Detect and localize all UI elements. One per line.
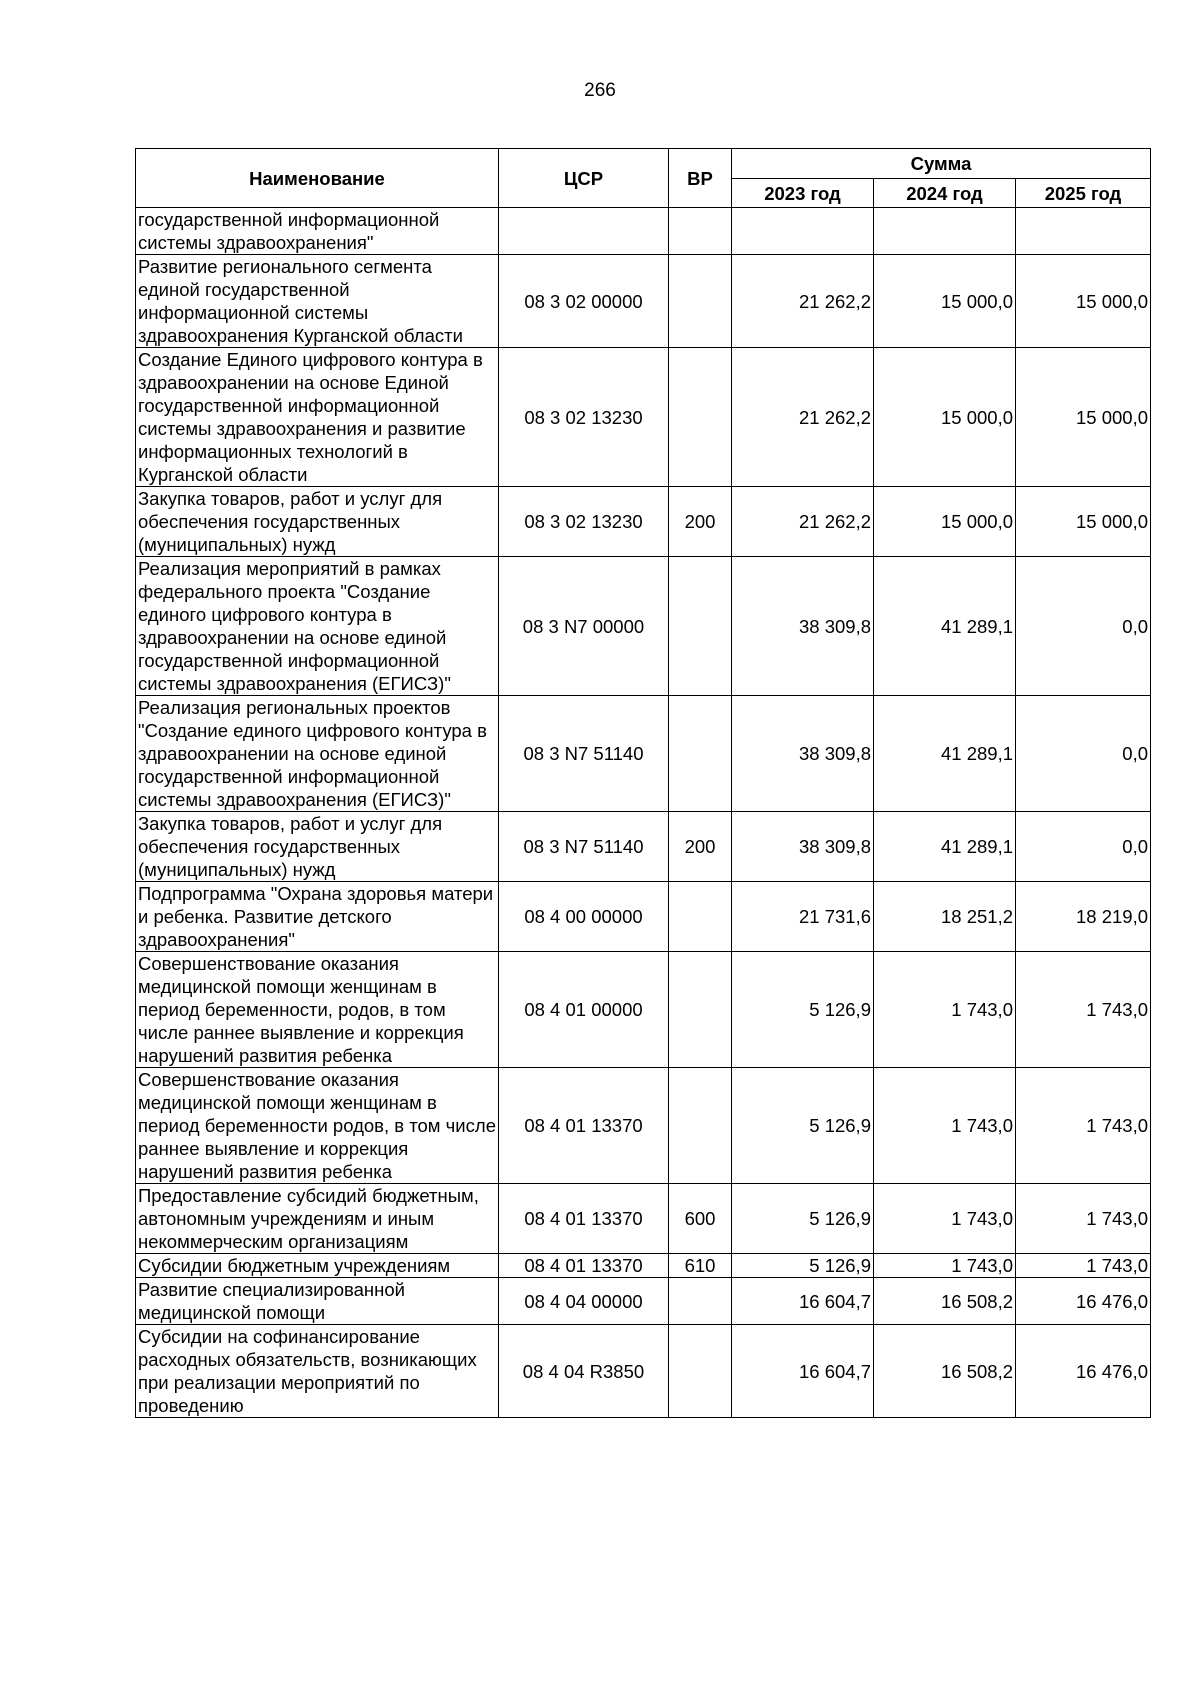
row-vr <box>669 882 732 952</box>
table-row <box>136 487 1151 557</box>
row-csr: 08 3 02 13230 <box>499 487 669 557</box>
table-row <box>136 1325 1151 1418</box>
row-name: государственной информационной системы здравоохранения" <box>136 208 499 255</box>
row-sum-2025: 1 743,0 <box>1016 952 1151 1068</box>
row-csr: 08 4 01 13370 <box>499 1068 669 1184</box>
row-sum-2023: 38 309,8 <box>732 812 874 882</box>
table-row <box>136 208 1151 255</box>
row-csr: 08 4 01 13370 <box>499 1184 669 1254</box>
row-sum-2025: 1 743,0 <box>1016 1254 1151 1278</box>
table-row <box>136 812 1151 882</box>
header-year-2024: 2024 год <box>874 179 1016 208</box>
header-year-2023: 2023 год <box>732 179 874 208</box>
table-row <box>136 348 1151 487</box>
row-vr <box>669 1278 732 1325</box>
row-name: Совершенствование оказания медицинской помощи женщинам в период беременности, родов, в том числе раннее выявление и коррекция нарушений развития ребенка <box>136 952 499 1068</box>
row-name: Закупка товаров, работ и услуг для обеспечения государственных (муниципальных) нужд <box>136 487 499 557</box>
row-vr: 610 <box>669 1254 732 1278</box>
row-name: Подпрограмма "Охрана здоровья матери и ребенка. Развитие детского здравоохранения" <box>136 882 499 952</box>
budget-table <box>135 148 1151 1418</box>
row-sum-2025: 1 743,0 <box>1016 1184 1151 1254</box>
row-sum-2023: 21 262,2 <box>732 255 874 348</box>
row-name: Развитие регионального сегмента единой государственной информационной системы здравоохранения Курганской области <box>136 255 499 348</box>
row-sum-2023: 5 126,9 <box>732 1068 874 1184</box>
row-vr <box>669 255 732 348</box>
row-name: Совершенствование оказания медицинской помощи женщинам в период беременности родов, в том числе раннее выявление и коррекция нарушений развития ребенка <box>136 1068 499 1184</box>
row-sum-2024: 15 000,0 <box>874 487 1016 557</box>
row-sum-2023: 16 604,7 <box>732 1278 874 1325</box>
row-csr: 08 4 01 13370 <box>499 1254 669 1278</box>
table-row <box>136 1184 1151 1254</box>
row-sum-2025 <box>1016 208 1151 255</box>
row-sum-2024: 18 251,2 <box>874 882 1016 952</box>
row-csr: 08 3 N7 51140 <box>499 812 669 882</box>
row-name: Предоставление субсидий бюджетным, автономным учреждениям и иным некоммерческим организациям <box>136 1184 499 1254</box>
row-csr: 08 4 01 00000 <box>499 952 669 1068</box>
row-sum-2023: 5 126,9 <box>732 1254 874 1278</box>
row-csr: 08 3 N7 00000 <box>499 557 669 696</box>
row-sum-2025: 15 000,0 <box>1016 348 1151 487</box>
row-sum-2024: 15 000,0 <box>874 255 1016 348</box>
header-vr: ВР <box>669 149 732 208</box>
row-sum-2025: 16 476,0 <box>1016 1325 1151 1418</box>
row-sum-2025: 1 743,0 <box>1016 1068 1151 1184</box>
header-year-2025: 2025 год <box>1016 179 1151 208</box>
table-row <box>136 696 1151 812</box>
row-vr: 200 <box>669 812 732 882</box>
row-name: Закупка товаров, работ и услуг для обеспечения государственных (муниципальных) нужд <box>136 812 499 882</box>
row-sum-2024: 1 743,0 <box>874 952 1016 1068</box>
table-row <box>136 557 1151 696</box>
page-number: 266 <box>584 80 616 101</box>
header-name: Наименование <box>136 149 499 208</box>
row-sum-2025: 16 476,0 <box>1016 1278 1151 1325</box>
row-name: Создание Единого цифрового контура в здравоохранении на основе Единой государственной информационной системы здравоохранения и развитие информационных технологий в Курганской области <box>136 348 499 487</box>
row-sum-2023: 38 309,8 <box>732 557 874 696</box>
table-row <box>136 882 1151 952</box>
row-sum-2024: 1 743,0 <box>874 1068 1016 1184</box>
row-sum-2024: 1 743,0 <box>874 1254 1016 1278</box>
row-name: Субсидии бюджетным учреждениям <box>136 1254 499 1278</box>
table-header-row <box>136 149 1151 179</box>
row-sum-2024: 16 508,2 <box>874 1278 1016 1325</box>
row-csr: 08 4 04 00000 <box>499 1278 669 1325</box>
table-row <box>136 1254 1151 1278</box>
row-sum-2023: 16 604,7 <box>732 1325 874 1418</box>
row-sum-2024: 16 508,2 <box>874 1325 1016 1418</box>
row-name: Реализация региональных проектов "Создание единого цифрового контура в здравоохранении на основе единой государственной информационной системы здравоохранения (ЕГИСЗ)" <box>136 696 499 812</box>
row-sum-2023: 21 262,2 <box>732 348 874 487</box>
table-row <box>136 952 1151 1068</box>
row-sum-2025: 0,0 <box>1016 812 1151 882</box>
row-vr: 600 <box>669 1184 732 1254</box>
row-name: Реализация мероприятий в рамках федерального проекта "Создание единого цифрового контура в здравоохранении на основе единой государственной информационной системы здравоохранения (ЕГИСЗ)" <box>136 557 499 696</box>
row-vr <box>669 1068 732 1184</box>
row-name: Субсидии на софинансирование расходных обязательств, возникающих при реализации мероприятий по проведению <box>136 1325 499 1418</box>
row-csr <box>499 208 669 255</box>
header-csr: ЦСР <box>499 149 669 208</box>
row-sum-2025: 15 000,0 <box>1016 255 1151 348</box>
row-vr <box>669 208 732 255</box>
row-csr: 08 4 00 00000 <box>499 882 669 952</box>
row-csr: 08 3 02 13230 <box>499 348 669 487</box>
row-sum-2023: 21 262,2 <box>732 487 874 557</box>
row-name: Развитие специализированной медицинской помощи <box>136 1278 499 1325</box>
table-row <box>136 1278 1151 1325</box>
row-vr <box>669 952 732 1068</box>
row-vr <box>669 348 732 487</box>
row-sum-2023: 38 309,8 <box>732 696 874 812</box>
row-csr: 08 4 04 R3850 <box>499 1325 669 1418</box>
row-csr: 08 3 02 00000 <box>499 255 669 348</box>
table-row <box>136 1068 1151 1184</box>
row-sum-2024: 15 000,0 <box>874 348 1016 487</box>
row-sum-2023: 21 731,6 <box>732 882 874 952</box>
row-sum-2024 <box>874 208 1016 255</box>
row-sum-2025: 18 219,0 <box>1016 882 1151 952</box>
row-sum-2024: 41 289,1 <box>874 557 1016 696</box>
header-sum: Сумма <box>732 149 1151 179</box>
row-sum-2023 <box>732 208 874 255</box>
row-vr <box>669 696 732 812</box>
row-sum-2024: 41 289,1 <box>874 696 1016 812</box>
row-sum-2023: 5 126,9 <box>732 952 874 1068</box>
row-sum-2024: 1 743,0 <box>874 1184 1016 1254</box>
row-sum-2023: 5 126,9 <box>732 1184 874 1254</box>
row-sum-2025: 0,0 <box>1016 557 1151 696</box>
row-sum-2025: 15 000,0 <box>1016 487 1151 557</box>
row-vr <box>669 557 732 696</box>
table-row <box>136 255 1151 348</box>
row-csr: 08 3 N7 51140 <box>499 696 669 812</box>
row-vr: 200 <box>669 487 732 557</box>
row-sum-2024: 41 289,1 <box>874 812 1016 882</box>
row-sum-2025: 0,0 <box>1016 696 1151 812</box>
row-vr <box>669 1325 732 1418</box>
